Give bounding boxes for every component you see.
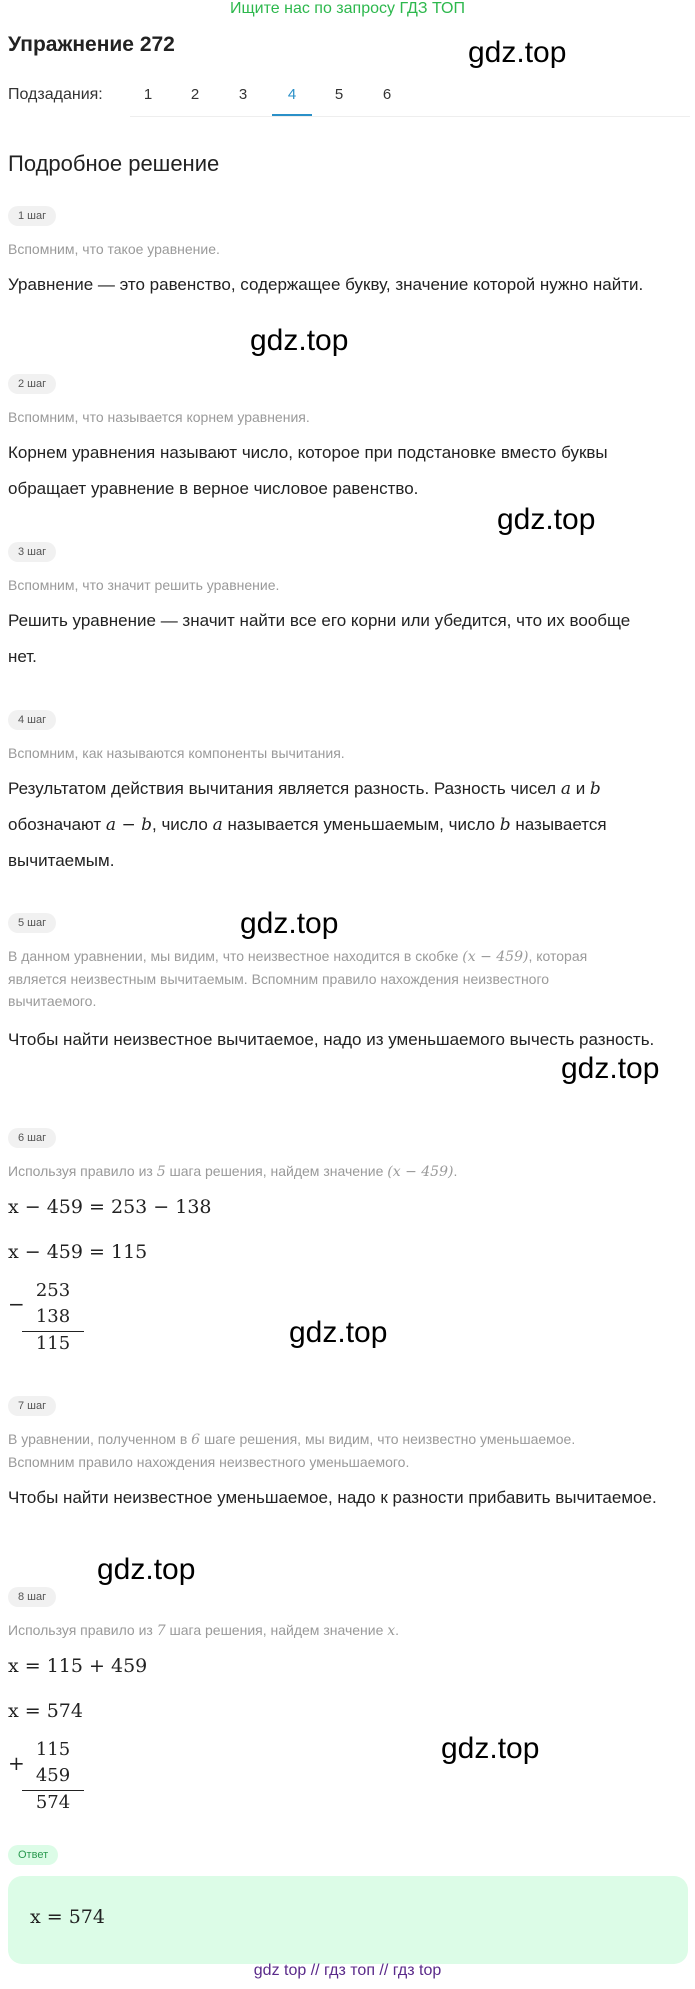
addition-column <box>8 1739 98 1819</box>
subtask-tab-4[interactable]: 4 <box>287 86 297 103</box>
subtask-tab-6[interactable]: 6 <box>382 86 392 103</box>
step-badge-5: 5 шаг <box>8 913 56 933</box>
step-1-hint: Вспомним, что такое уравнение. <box>8 241 220 257</box>
step-7-text: Чтобы найти неизвестное уменьшаемое, надо к разности прибавить вычитаемое. <box>8 1488 657 1507</box>
step-2-text: Корнем уравнения называют число, которое при подстановке вместо буквы обращает уравнение в верное числовое равенство. <box>8 443 608 498</box>
column-bottom-number: 138 <box>35 1306 71 1327</box>
step-7-hint: В уравнении, полученном в 6 шаге решения, мы видим, что неизвестно уменьшаемое. Вспомним правило нахождения неизвестного уменьшаемого. <box>8 1431 576 1470</box>
column-divider <box>22 1331 84 1332</box>
column-bottom-number: 459 <box>35 1765 71 1786</box>
answer-badge: Ответ <box>8 1845 58 1865</box>
watermark: gdz.top <box>441 1732 540 1765</box>
active-tab-indicator <box>272 114 312 116</box>
step-2-hint: Вспомним, что называется корнем уравнения. <box>8 409 310 425</box>
column-top-number: 115 <box>35 1739 71 1760</box>
step-6-equation-2: x − 459 = 115 <box>8 1241 148 1263</box>
column-divider <box>22 1790 84 1791</box>
watermark: gdz.top <box>289 1316 388 1349</box>
step-1-text: Уравнение — это равенство, содержащее букву, значение которой нужно найти. <box>8 275 644 294</box>
step-badge-4: 4 шаг <box>8 710 56 730</box>
step-8-equation-1: x = 115 + 459 <box>8 1655 148 1677</box>
answer-box <box>8 1876 688 1964</box>
watermark: gdz.top <box>497 503 596 536</box>
column-top-number: 253 <box>35 1280 71 1301</box>
step-4-text: Результатом действия вычитания является разность. Разность чисел a и b обозначают a − b, число a называется уменьшаемым, число b называется вычитаемым. <box>8 779 607 870</box>
answer-value: x = 574 <box>30 1906 105 1928</box>
step-3-text: Решить уравнение — значит найти все его корни или убедится, что их вообще нет. <box>8 611 631 666</box>
step-badge-3: 3 шаг <box>8 542 56 562</box>
step-5-hint: В данном уравнении, мы видим, что неизвестное находится в скобке (x − 459), которая является неизвестным вычитаемым. Вспомним правило нахождения неизвестного вычитаемого. <box>8 948 588 1009</box>
plus-sign: + <box>8 1751 25 1775</box>
subtask-tab-2[interactable]: 2 <box>190 86 200 103</box>
section-title: Подробное решение <box>8 151 220 176</box>
step-badge-7: 7 шаг <box>8 1396 56 1416</box>
column-result: 115 <box>35 1333 71 1354</box>
watermark: gdz.top <box>97 1553 196 1586</box>
step-4-hint: Вспомним, как называются компоненты вычитания. <box>8 745 345 761</box>
subtraction-column <box>8 1280 98 1360</box>
step-6-equation-1: x − 459 = 253 − 138 <box>8 1196 212 1218</box>
watermark: gdz.top <box>250 324 349 357</box>
step-5-text: Чтобы найти неизвестное вычитаемое, надо из уменьшаемого вычесть разность. <box>8 1030 655 1049</box>
step-3-hint: Вспомним, что значит решить уравнение. <box>8 577 280 593</box>
column-result: 574 <box>35 1792 71 1813</box>
watermark: gdz.top <box>561 1052 660 1085</box>
step-badge-8: 8 шаг <box>8 1587 56 1607</box>
search-banner[interactable]: Ищите нас по запросу ГДЗ ТОП <box>230 0 465 17</box>
subtask-tab-1[interactable]: 1 <box>143 86 153 103</box>
watermark: gdz.top <box>468 36 567 69</box>
subtask-tab-3[interactable]: 3 <box>238 86 248 103</box>
step-badge-1: 1 шаг <box>8 206 56 226</box>
subtasks-label: Подзадания: <box>8 86 103 103</box>
watermark: gdz.top <box>240 907 339 940</box>
step-8-hint: Используя правило из 7 шага решения, найдем значение x. <box>8 1622 400 1639</box>
step-badge-6: 6 шаг <box>8 1128 56 1148</box>
footer-links[interactable]: gdz top // гдз топ // гдз top <box>253 1962 442 1979</box>
step-6-hint: Используя правило из 5 шага решения, найдем значение (x − 459). <box>8 1163 458 1180</box>
subtask-tab-5[interactable]: 5 <box>334 86 344 103</box>
step-badge-2: 2 шаг <box>8 374 56 394</box>
step-8-equation-2: x = 574 <box>8 1700 83 1722</box>
minus-sign: − <box>8 1292 25 1316</box>
exercise-title: Упражнение 272 <box>8 33 175 56</box>
tabs-divider <box>130 116 690 117</box>
